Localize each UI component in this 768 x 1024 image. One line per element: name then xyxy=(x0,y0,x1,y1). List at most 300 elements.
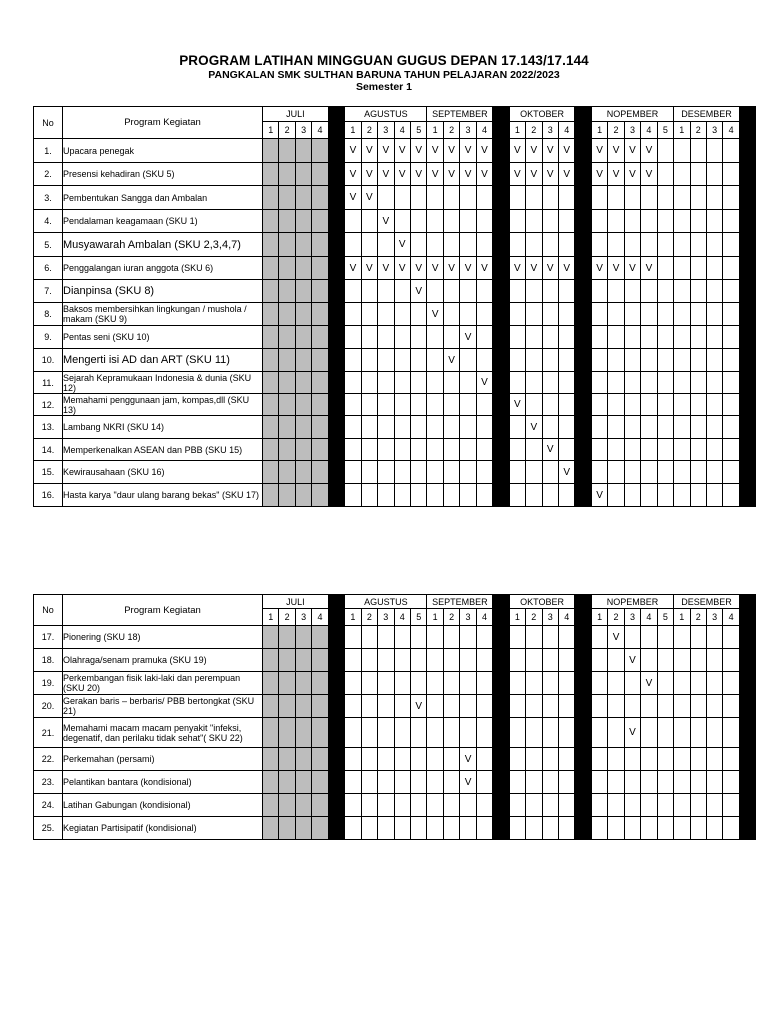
week-number: 1 xyxy=(674,609,690,626)
schedule-cell xyxy=(427,210,443,233)
schedule-cell xyxy=(657,394,673,416)
week-number: 1 xyxy=(427,609,443,626)
schedule-cell xyxy=(509,695,525,718)
row-number: 6. xyxy=(34,257,63,280)
week-number: 3 xyxy=(295,609,311,626)
schedule-cell xyxy=(723,439,739,461)
schedule-cell xyxy=(345,672,361,695)
schedule-cell xyxy=(690,186,706,210)
schedule-cell xyxy=(706,233,722,257)
schedule-cell xyxy=(624,626,640,649)
schedule-cell xyxy=(263,186,279,210)
check-mark: V xyxy=(641,139,657,163)
week-number: 3 xyxy=(295,122,311,139)
schedule-cell xyxy=(690,794,706,817)
week-number: 1 xyxy=(591,609,607,626)
schedule-cell xyxy=(608,186,624,210)
schedule-cell xyxy=(443,695,459,718)
week-number: 4 xyxy=(641,122,657,139)
program-name: Baksos membersihkan lingkungan / mushola / makam (SKU 9) xyxy=(63,303,263,326)
semester-label: Semester 1 xyxy=(355,81,413,93)
schedule-cell xyxy=(361,484,377,507)
schedule-cell xyxy=(657,257,673,280)
schedule-cell xyxy=(378,695,394,718)
program-name: Pelantikan bantara (kondisional) xyxy=(63,771,263,794)
table-row xyxy=(34,163,756,186)
schedule-cell xyxy=(608,695,624,718)
schedule-cell xyxy=(279,439,295,461)
schedule-cell xyxy=(279,626,295,649)
table-row xyxy=(34,672,756,695)
row-number: 11. xyxy=(34,372,63,394)
table-row xyxy=(34,649,756,672)
table-row xyxy=(34,349,756,372)
schedule-cell xyxy=(591,771,607,794)
schedule-cell xyxy=(443,416,459,439)
schedule-cell xyxy=(674,817,690,840)
week-number: 3 xyxy=(706,609,722,626)
schedule-cell xyxy=(443,817,459,840)
schedule-cell xyxy=(608,416,624,439)
table-row xyxy=(34,626,756,649)
schedule-cell xyxy=(526,484,542,507)
schedule-cell xyxy=(476,649,492,672)
check-mark: V xyxy=(476,257,492,280)
schedule-cell xyxy=(641,794,657,817)
schedule-cell xyxy=(690,416,706,439)
schedule-cell xyxy=(427,626,443,649)
schedule-cell xyxy=(526,695,542,718)
schedule-cell xyxy=(394,280,410,303)
schedule-cell xyxy=(624,210,640,233)
schedule-cell xyxy=(624,439,640,461)
schedule-cell xyxy=(295,303,311,326)
schedule-cell xyxy=(591,649,607,672)
row-number: 25. xyxy=(34,817,63,840)
schedule-cell xyxy=(427,280,443,303)
schedule-cell xyxy=(263,718,279,748)
schedule-cell xyxy=(674,139,690,163)
schedule-cell xyxy=(624,186,640,210)
schedule-cell xyxy=(345,461,361,484)
schedule-cell xyxy=(279,303,295,326)
schedule-cell xyxy=(542,695,558,718)
schedule-cell xyxy=(723,326,739,349)
schedule-cell xyxy=(394,484,410,507)
schedule-cell xyxy=(295,439,311,461)
check-mark: V xyxy=(476,163,492,186)
schedule-cell xyxy=(476,186,492,210)
schedule-cell xyxy=(608,233,624,257)
col-header-no: No xyxy=(34,107,63,139)
month-header: OKTOBER xyxy=(509,595,575,609)
schedule-cell xyxy=(476,695,492,718)
week-number: 4 xyxy=(723,609,739,626)
schedule-cell xyxy=(706,672,722,695)
schedule-cell xyxy=(509,771,525,794)
schedule-cell xyxy=(657,718,673,748)
row-number: 10. xyxy=(34,349,63,372)
program-name: Mengerti isi AD dan ART (SKU 11) xyxy=(63,349,263,372)
schedule-cell xyxy=(312,748,328,771)
schedule-cell xyxy=(263,794,279,817)
check-mark: V xyxy=(427,139,443,163)
schedule-cell xyxy=(361,695,377,718)
month-header: NOPEMBER xyxy=(591,107,673,122)
program-name: Lambang NKRI (SKU 14) xyxy=(63,416,263,439)
week-number: 3 xyxy=(542,609,558,626)
schedule-cell xyxy=(657,626,673,649)
check-mark: V xyxy=(410,139,427,163)
schedule-cell xyxy=(657,695,673,718)
table-row xyxy=(34,817,756,840)
week-number: 4 xyxy=(641,609,657,626)
schedule-cell xyxy=(295,372,311,394)
schedule-cell xyxy=(312,771,328,794)
schedule-cell xyxy=(394,794,410,817)
schedule-cell xyxy=(526,817,542,840)
program-name: Upacara penegak xyxy=(63,139,263,163)
col-header-program: Program Kegiatan xyxy=(63,107,263,139)
schedule-cell xyxy=(345,484,361,507)
schedule-cell xyxy=(394,817,410,840)
schedule-cell xyxy=(279,139,295,163)
row-number: 5. xyxy=(34,233,63,257)
schedule-cell xyxy=(591,817,607,840)
schedule-cell xyxy=(443,280,459,303)
schedule-cell xyxy=(558,372,574,394)
schedule-cell xyxy=(443,748,459,771)
schedule-cell xyxy=(312,817,328,840)
schedule-cell xyxy=(295,718,311,748)
schedule-cell xyxy=(361,626,377,649)
schedule-cell xyxy=(312,257,328,280)
schedule-cell xyxy=(641,233,657,257)
schedule-cell xyxy=(460,695,476,718)
schedule-cell xyxy=(641,649,657,672)
schedule-cell xyxy=(624,326,640,349)
schedule-cell xyxy=(279,186,295,210)
schedule-cell xyxy=(706,439,722,461)
schedule-cell xyxy=(542,233,558,257)
schedule-cell xyxy=(263,817,279,840)
schedule-cell xyxy=(624,416,640,439)
week-number: 1 xyxy=(345,122,361,139)
schedule-cell xyxy=(345,695,361,718)
schedule-cell xyxy=(279,280,295,303)
schedule-cell xyxy=(378,349,394,372)
check-mark: V xyxy=(361,257,377,280)
week-number: 1 xyxy=(674,122,690,139)
table-row xyxy=(34,186,756,210)
schedule-cell xyxy=(706,394,722,416)
schedule-cell xyxy=(427,672,443,695)
week-number: 4 xyxy=(476,609,492,626)
schedule-cell xyxy=(558,439,574,461)
check-mark: V xyxy=(624,257,640,280)
check-mark: V xyxy=(608,163,624,186)
week-number: 1 xyxy=(509,122,525,139)
schedule-cell xyxy=(509,649,525,672)
schedule-cell xyxy=(674,672,690,695)
week-number: 2 xyxy=(608,122,624,139)
schedule-cell xyxy=(624,372,640,394)
check-mark: V xyxy=(526,139,542,163)
schedule-cell xyxy=(279,695,295,718)
schedule-cell xyxy=(345,649,361,672)
month-header: JULI xyxy=(263,595,329,609)
month-separator xyxy=(575,595,591,840)
schedule-cell xyxy=(608,210,624,233)
schedule-cell xyxy=(427,394,443,416)
schedule-cell xyxy=(427,695,443,718)
week-number: 4 xyxy=(312,609,328,626)
schedule-cell xyxy=(509,280,525,303)
schedule-cell xyxy=(410,817,427,840)
table-row xyxy=(34,695,756,718)
check-mark: V xyxy=(624,649,640,672)
check-mark: V xyxy=(509,163,525,186)
schedule-cell xyxy=(624,817,640,840)
schedule-cell xyxy=(361,771,377,794)
schedule-cell xyxy=(706,326,722,349)
schedule-cell xyxy=(674,257,690,280)
schedule-cell xyxy=(263,439,279,461)
week-number: 1 xyxy=(263,609,279,626)
schedule-cell xyxy=(263,280,279,303)
schedule-cell xyxy=(460,186,476,210)
check-mark: V xyxy=(345,186,361,210)
schedule-cell xyxy=(460,394,476,416)
schedule-cell xyxy=(657,461,673,484)
schedule-cell xyxy=(723,372,739,394)
schedule-cell xyxy=(542,794,558,817)
program-name: Olahraga/senam pramuka (SKU 19) xyxy=(63,649,263,672)
row-number: 17. xyxy=(34,626,63,649)
schedule-cell xyxy=(526,461,542,484)
schedule-cell xyxy=(394,186,410,210)
row-number: 8. xyxy=(34,303,63,326)
week-number: 2 xyxy=(443,609,459,626)
month-separator xyxy=(328,107,344,507)
schedule-cell xyxy=(674,748,690,771)
week-number: 1 xyxy=(345,609,361,626)
schedule-cell xyxy=(476,817,492,840)
schedule-cell xyxy=(723,484,739,507)
schedule-cell xyxy=(476,771,492,794)
schedule-cell xyxy=(657,349,673,372)
schedule-cell xyxy=(410,771,427,794)
schedule-cell xyxy=(378,416,394,439)
schedule-cell xyxy=(542,626,558,649)
schedule-cell xyxy=(591,210,607,233)
schedule-cell xyxy=(279,326,295,349)
program-name: Hasta karya "daur ulang barang bekas" (SKU 17) xyxy=(63,484,263,507)
schedule-cell xyxy=(706,817,722,840)
schedule-cell xyxy=(443,626,459,649)
week-number: 2 xyxy=(443,122,459,139)
schedule-cell xyxy=(591,461,607,484)
schedule-cell xyxy=(443,672,459,695)
schedule-cell xyxy=(608,372,624,394)
schedule-cell xyxy=(279,416,295,439)
week-number: 2 xyxy=(361,609,377,626)
schedule-cell xyxy=(279,484,295,507)
schedule-cell xyxy=(509,484,525,507)
schedule-cell xyxy=(263,257,279,280)
schedule-cell xyxy=(706,372,722,394)
schedule-cell xyxy=(443,186,459,210)
schedule-cell xyxy=(378,233,394,257)
check-mark: V xyxy=(591,484,607,507)
schedule-cell xyxy=(312,439,328,461)
week-number: 1 xyxy=(509,609,525,626)
schedule-cell xyxy=(361,233,377,257)
program-name: Presensi kehadiran (SKU 5) xyxy=(63,163,263,186)
schedule-cell xyxy=(608,771,624,794)
schedule-cell xyxy=(427,794,443,817)
schedule-cell xyxy=(427,718,443,748)
schedule-cell xyxy=(526,233,542,257)
schedule-cell xyxy=(460,210,476,233)
schedule-cell xyxy=(558,626,574,649)
schedule-cell xyxy=(410,233,427,257)
schedule-cell xyxy=(427,461,443,484)
schedule-cell xyxy=(542,416,558,439)
schedule-cell xyxy=(476,461,492,484)
schedule-cell xyxy=(526,303,542,326)
month-separator xyxy=(493,595,509,840)
schedule-cell xyxy=(460,349,476,372)
schedule-cell xyxy=(345,326,361,349)
schedule-cell xyxy=(624,748,640,771)
schedule-cell xyxy=(295,349,311,372)
schedule-cell xyxy=(624,771,640,794)
check-mark: V xyxy=(558,257,574,280)
schedule-cell xyxy=(312,303,328,326)
schedule-cell xyxy=(460,484,476,507)
schedule-cell xyxy=(410,372,427,394)
row-number: 3. xyxy=(34,186,63,210)
schedule-cell xyxy=(558,349,574,372)
schedule-cell xyxy=(657,233,673,257)
table-row xyxy=(34,372,756,394)
schedule-cell xyxy=(345,394,361,416)
schedule-cell xyxy=(443,326,459,349)
schedule-cell xyxy=(723,303,739,326)
schedule-cell xyxy=(443,649,459,672)
check-mark: V xyxy=(427,257,443,280)
schedule-cell xyxy=(657,439,673,461)
schedule-cell xyxy=(509,718,525,748)
schedule-cell xyxy=(542,771,558,794)
check-mark: V xyxy=(608,626,624,649)
schedule-cell xyxy=(263,626,279,649)
schedule-cell xyxy=(674,163,690,186)
schedule-cell xyxy=(509,326,525,349)
schedule-cell xyxy=(476,672,492,695)
schedule-cell xyxy=(558,326,574,349)
schedule-cell xyxy=(591,349,607,372)
check-mark: V xyxy=(443,257,459,280)
schedule-cell xyxy=(394,303,410,326)
schedule-cell xyxy=(591,186,607,210)
program-name: Latihan Gabungan (kondisional) xyxy=(63,794,263,817)
check-mark: V xyxy=(641,672,657,695)
check-mark: V xyxy=(460,748,476,771)
schedule-cell xyxy=(657,771,673,794)
schedule-cell xyxy=(591,672,607,695)
week-number: 2 xyxy=(279,122,295,139)
row-number: 12. xyxy=(34,394,63,416)
schedule-cell xyxy=(443,394,459,416)
schedule-cell xyxy=(591,416,607,439)
schedule-cell xyxy=(279,748,295,771)
schedule-cell xyxy=(641,303,657,326)
schedule-cell xyxy=(295,771,311,794)
schedule-cell xyxy=(279,771,295,794)
program-name: Memahami macam macam penyakit "infeksi, degenatif, dan perilaku tidak sehat"( SKU 22) xyxy=(63,718,263,748)
program-name: Gerakan baris – berbaris/ PBB bertongkat (SKU 21) xyxy=(63,695,263,718)
schedule-cell xyxy=(410,649,427,672)
schedule-cell xyxy=(657,163,673,186)
month-separator xyxy=(328,595,344,840)
schedule-cell xyxy=(674,695,690,718)
schedule-cell xyxy=(591,394,607,416)
schedule-cell xyxy=(558,394,574,416)
check-mark: V xyxy=(509,394,525,416)
check-mark: V xyxy=(427,163,443,186)
schedule-cell xyxy=(312,484,328,507)
schedule-cell xyxy=(690,461,706,484)
schedule-cell xyxy=(674,794,690,817)
schedule-cell xyxy=(312,461,328,484)
schedule-cell xyxy=(723,672,739,695)
schedule-cell xyxy=(558,672,574,695)
schedule-cell xyxy=(509,817,525,840)
row-number: 1. xyxy=(34,139,63,163)
schedule-table-1 xyxy=(33,106,756,507)
month-separator xyxy=(575,107,591,507)
schedule-cell xyxy=(641,280,657,303)
schedule-cell xyxy=(526,794,542,817)
check-mark: V xyxy=(526,416,542,439)
schedule-cell xyxy=(279,163,295,186)
schedule-cell xyxy=(312,372,328,394)
schedule-cell xyxy=(608,649,624,672)
check-mark: V xyxy=(641,257,657,280)
schedule-cell xyxy=(657,372,673,394)
schedule-cell xyxy=(263,695,279,718)
schedule-cell xyxy=(345,303,361,326)
schedule-cell xyxy=(263,461,279,484)
schedule-cell xyxy=(263,372,279,394)
week-number: 4 xyxy=(394,122,410,139)
program-name: Musyawarah Ambalan (SKU 2,3,4,7) xyxy=(63,233,263,257)
col-header-no: No xyxy=(34,595,63,626)
schedule-cell xyxy=(641,817,657,840)
schedule-cell xyxy=(295,649,311,672)
check-mark: V xyxy=(591,163,607,186)
schedule-cell xyxy=(427,771,443,794)
schedule-cell xyxy=(378,326,394,349)
check-mark: V xyxy=(361,163,377,186)
schedule-cell xyxy=(641,186,657,210)
schedule-cell xyxy=(279,349,295,372)
schedule-cell xyxy=(295,233,311,257)
schedule-cell xyxy=(312,394,328,416)
schedule-cell xyxy=(657,416,673,439)
